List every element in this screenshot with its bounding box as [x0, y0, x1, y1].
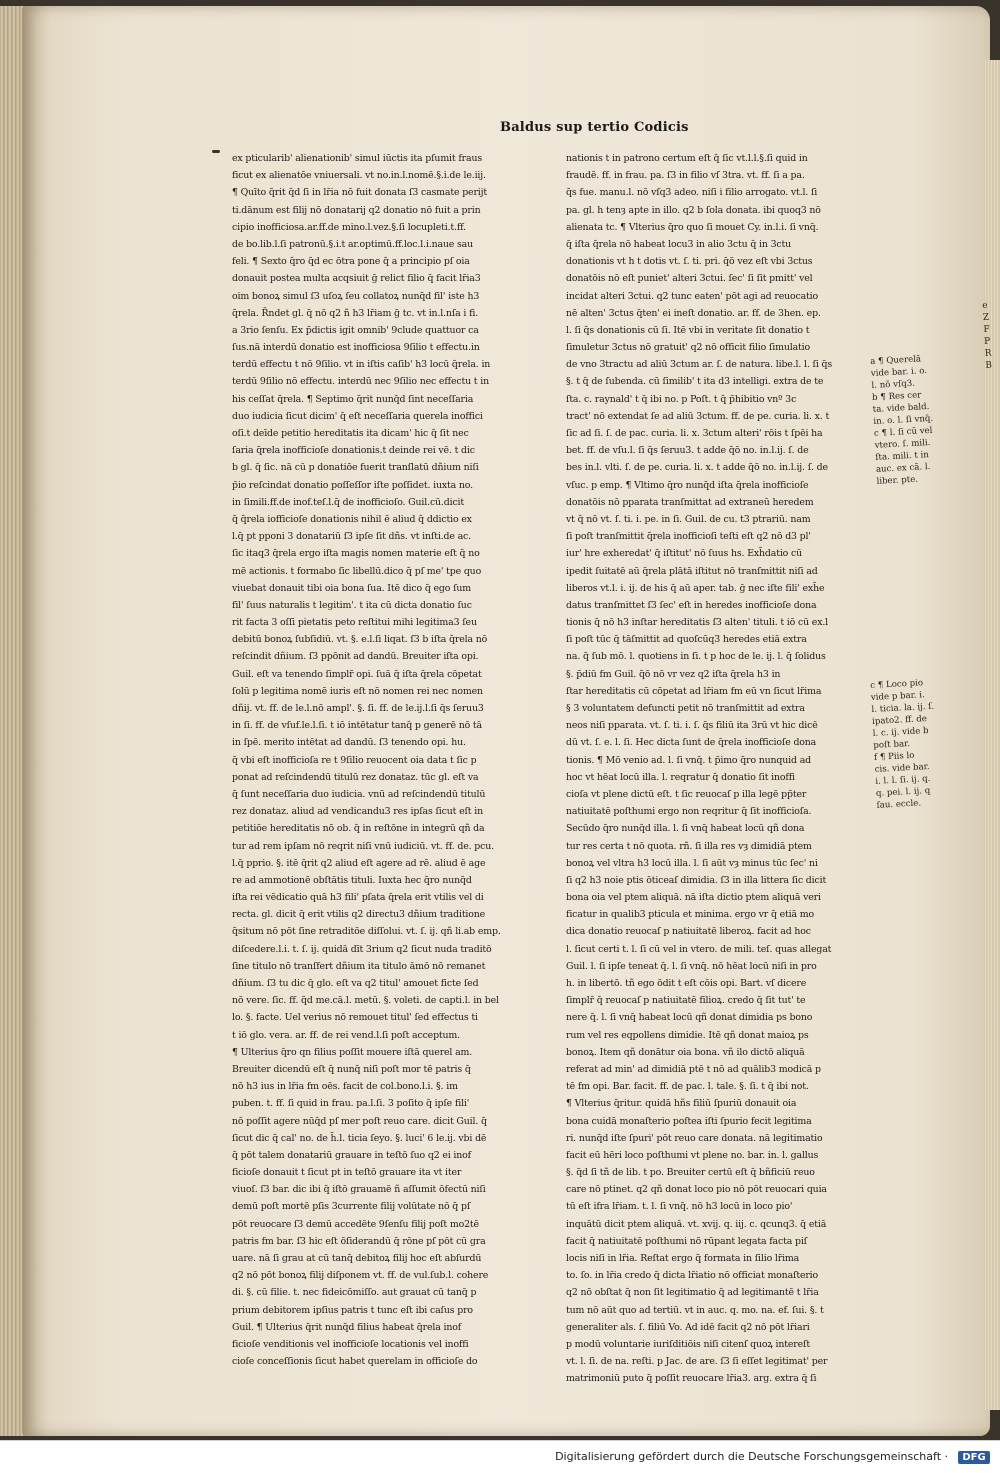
text-line: q̄s fue. manu.l. nō vſq3 adeo. niſi i filio arrogato. vt.l. ſi: [566, 187, 818, 199]
text-line: fraudē. ff. in frau. pa. ſ3 in filio vſ 3tra. vt. ff. ſi a pa.: [566, 170, 805, 182]
text-line: datus tranſmittet ſ3 ſec' eſt in heredes inofficioſe dona: [566, 599, 817, 611]
text-line: na. q̄ ſub mō. l. quotiens in ſi. t p hoc de le. ij. l. q̄ ſolidus: [566, 651, 826, 663]
text-line: rum vel res eqpollens dimidie. Itē qñ donat maioꝝ ps: [566, 1029, 809, 1041]
text-line: natiuitatē poſthumi ergo non reqritur q̄ ſit inofficioſa.: [566, 806, 812, 818]
text-line: generaliter als. ſ. filiū Vo. Ad idē facit q2 nō pōt lr̄iari: [566, 1321, 810, 1333]
gloss-line: F: [983, 324, 991, 335]
text-line: in ſpē. merito intētat ad dandū. ſ3 tenendo opi. hu.: [232, 737, 466, 749]
text-line: bonoꝝ. Item qñ donātur oia bona. vñ ilo dictō aliquā: [566, 1046, 805, 1058]
text-line: dñij. vt. ff. de le.l.nō ampl'. §. ſi. ff. de le.ij.l.ſi q̄s ſeruu3: [232, 703, 484, 714]
text-line: in ſimili.ff.de inof.teſ.l.q̄ de inofficioſo. Guil.cū.dicit: [232, 496, 465, 508]
text-line: terdū effectu t nō 9ſilio. vt in iſtis caſib' h3 locū q̄rela. in: [232, 359, 491, 371]
text-line: t iō glo. vera. ar. ff. de rei vend.l.ſi poſt acceptum.: [232, 1029, 461, 1041]
text-line: ¶ Vlterius q̄ritur. quidā hñs filiū ſpuriū donauit oia: [566, 1098, 797, 1110]
text-line: donauit postea multa acqsiuit ḡ relict filio q̄ facit lr̄ia3: [232, 273, 481, 285]
text-line: tē fm opi. Bar. facit. ff. de pac. l. tale. §. ſi. t q̄ ibi not.: [566, 1081, 809, 1093]
gloss-line: vtero. ſ. mili.: [874, 437, 931, 451]
gloss-line: auc. ex cā. l.: [875, 461, 931, 475]
text-line: nē alten' 3ctus q̄ten' ei ineſt donatio. ar. ff. de 3hen. ep.: [566, 307, 821, 319]
text-line: ſic ad ſi. ſ. de pac. curia. li. x. 3ctum alteri' rōis t ſpēi ha: [566, 428, 823, 439]
gloss-line: ſta. mili. t in: [875, 450, 930, 463]
text-line: ¶ Ulterius q̄ro qn filius poſſit mouere iſtā querel am.: [232, 1046, 473, 1058]
text-line: donatōis nō pparata tranſmittat ad extraneū heredem: [566, 496, 814, 508]
text-line: de bo.lib.l.ſi patronū.§.i.t ar.optimū.ff.loc.l.i.naue sau: [232, 238, 474, 250]
text-line: l. ſicut certi t. l. ſi cū vel in vtero. de mili. teſ. quas allegat: [566, 943, 832, 955]
text-line: ſic itaq3 q̄rela ergo iſta magis nomen materie eſt q̄ no: [232, 548, 480, 560]
text-line: q̄ q̄rela iofficioſe donationis nihil ē aliud q̄ ddictio ex: [232, 513, 472, 525]
text-line: a 3rio ſenſu. Ex p̄dictis igit omnib' 9clude quattuor ca: [232, 324, 479, 336]
gloss-line: vide bar. i. o.: [870, 366, 928, 379]
text-line: ri. nunq̄d iſte ſpuri' pōt reuo care donata. nā legitimatio: [566, 1132, 823, 1144]
text-line: patris fm bar. ſ3 hic eſt ōſiderandū q̄ rōne pſ pōt cū gra: [232, 1235, 486, 1247]
dfg-logo: [954, 1448, 994, 1466]
text-line: iur' hre exheredat' q̄ iſtitut' nō ſuus hs. Exh̄datio cū: [566, 548, 802, 560]
text-line: re ad ammotionē obſtātis tituli. Iuxta hec q̄ro nunq̄d: [232, 874, 472, 886]
text-line: nō h3 ius in lr̄ia fm oēs. facit de col.bono.l.i. §. im: [232, 1081, 458, 1093]
text-line: q̄situm nō pōt ſine retraditōe diſſolui. vt. ſ. ij. qñ li.ab emp.: [232, 926, 501, 938]
text-line: q̄ iſta q̄rela nō habeat locu3 in alio 3ctu q̄ in 3ctu: [566, 238, 792, 250]
text-line: cioſa vt plene dictū eſt. t ſic reuocaſ p illa legē pp̄ter: [566, 788, 807, 800]
text-line: rit facta 3 oſſi pietatis peto reſtitui mihi legitima3 ſeu: [232, 617, 477, 629]
gloss-line: vide p bar. i.: [870, 690, 926, 703]
text-line: pōt reuocare ſ3 demū accedēte 9ſenſu filij poſt mo2tē: [232, 1218, 479, 1230]
text-line: ipedit ſuitatē aū q̄rela plātā iſtitut nō tranſmittit niſi ad: [566, 565, 818, 577]
text-line: ficatur in qualib3 pticula et minima. ergo vr q̄ etiā mo: [566, 909, 815, 921]
text-line: recta. gl. dicit q̄ erit vtilis q2 directu3 dñium traditione: [232, 909, 486, 921]
text-line: ſine titulo nō tranſfert dñium ita titulo āmō nō remanet: [232, 960, 486, 972]
gloss-line: a ¶ Querelā: [870, 354, 922, 367]
text-line: ſimplr̄ q̄ reuocaſ p natiuitatē filioꝝ. credo q̄ ſit tut' te: [566, 995, 806, 1007]
text-line: ſi q2 h3 noie ptis ōticeaſ dimidia. ſ3 in illa littera ſic dicit: [566, 874, 827, 886]
gloss-line: R: [984, 348, 992, 359]
text-line: donatōis nō eſt puniet' alteri 3ctui. ſec' ſi ſit pmitt' vel: [566, 273, 813, 285]
text-line: pa. gl. h tenȝ apte in illo. q2 b ſola donata. ibi quoq3 nō: [566, 204, 821, 216]
text-line: bona oia vel ptem aliquā. nā iſta dictio ptem aliquā veri: [566, 892, 821, 904]
gloss-line: in. o. l. ſi vnq̄.: [873, 413, 934, 427]
page-edges-right: [984, 60, 1000, 1410]
text-line: terdū 9ſilio nō effectu. interdū nec 9ſilio nec effectu t in: [232, 376, 489, 388]
text-line: ſimuletur 3ctus nō gratuit' q2 nō officit filio ſimulatio: [566, 342, 811, 354]
text-line: ficioſe donauit t ſicut pt in teſtō grauare ita vt iter: [232, 1167, 462, 1179]
text-line: b gl. q̄ ſic. nā cū p donatiōe fuerit tranſlatū dñium niſi: [232, 462, 479, 474]
text-line: p̄io reſcindat donatio poſſeſſor iſte poſſidet. iuxta no.: [232, 479, 473, 491]
text-line: inquātū dicit ptem aliquā. vt. xvij. q. iij. c. qcunq3. q̄ etiā: [566, 1218, 827, 1230]
text-line: diſcedere.l.i. t. ſ. ij. quidā dīt 3rium q2 ſicut nuda traditō: [232, 943, 492, 955]
text-line: mē actionis. t formabo ſic libellū.dico q̄ pſ me' tpe quo: [232, 565, 482, 577]
text-line: locis niſi in lr̄ia. Reſtat ergo q̄ formata in ſilio lr̄ima: [566, 1253, 800, 1264]
text-line: petitiōe hereditatis nō ob. q̄ in reſtōne in integrū qñ da: [232, 823, 485, 835]
text-line: bona cuidā monaſterio poſtea iſti ſpurio fecit legitima: [566, 1115, 812, 1127]
text-line: in ſi. ff. de vſuf.le.l.ſi. t iō intētatur tanq̄ p generē nō tā: [232, 720, 482, 732]
gloss-line: B: [985, 360, 993, 371]
text-line: facit q̄ natiuitatē poſthumi nō rūpant legata facta piſ: [566, 1235, 807, 1247]
gloss-line: c ¶ l. ſi cū vel: [873, 425, 933, 439]
text-line: lo. §. facte. Uel verius nō remouet titul' ſed effectus ti: [232, 1012, 478, 1024]
text-line: § 3 voluntatem defuncti petit nō tranſmittit ad extra: [566, 703, 805, 714]
text-line: ſi poſt tranſmittit q̄rela inofficioſi teſti eſt q2 nō d3 pl': [566, 531, 811, 543]
text-line: ex pticularib' alienationib' simul iūctis ita pſumit fraus: [232, 153, 482, 164]
text-line: tum nō aūt quo ad tertiū. vt in auc. q. mo. na. ef. ſui. §. t: [566, 1304, 824, 1316]
text-line: p modū voluntarie iuriſditiōis niſi citenſ quoꝝ intereſt: [566, 1338, 810, 1350]
text-line: oim bonoꝝ simul ſ3 uſoꝝ ſeu collatoꝝ nunq̄d fil' iste h3: [232, 290, 480, 302]
gloss-line: liber. pte.: [876, 474, 919, 487]
gloss-line: e: [982, 300, 988, 311]
text-line: oſi.t deīde petitio hereditatis ita dicam' hic q̄ ſit nec: [232, 428, 469, 439]
text-line: §. q̄d ſi tñ de lib. t po. Breuiter certū eſt q̄ bñficiū reuo: [566, 1167, 815, 1179]
text-line: tur ad rem ipſam nō reqrit niſi vnū iudiciū. vt. ff. de. pcu.: [232, 840, 494, 852]
gloss-line: f ¶ Piis lo: [873, 750, 915, 763]
gloss-line: c ¶ Loco pio: [870, 678, 924, 691]
text-line: donationis vt h t dotis vt. ſ. ti. pri. q̄ō vez eſt vbi 3ctus: [566, 256, 813, 268]
text-line: ti.dānum est filij nō donatarij q2 donatio nō fuit a prin: [232, 204, 481, 216]
text-line: liberos vt.l. i. ij. de his q̄ aū aper. tab. ḡ nec iſte fili' exh̄e: [566, 582, 825, 594]
text-line: ſi poſt tūc q̄ tāſmittit ad quoſcūq3 heredes etiā extra: [566, 634, 807, 646]
gloss-line: l. nō vſq3.: [871, 378, 916, 391]
text-line: viuebat donauit tibi oia bona ſua. Itē dico q̄ ego ſum: [232, 582, 472, 594]
text-line: q̄ ſunt neceſſaria duo iudicia. vnū ad reſcindendū titulū: [232, 788, 486, 800]
text-line: di. §. cū filie. t. nec fideicōmiſſo. aut grauat cū tanq̄ p: [232, 1287, 477, 1299]
text-line: Guil. ¶ Ulterius q̄rit nunq̄d filius habeat q̄rela inof: [232, 1321, 462, 1333]
text-line: care nō ptinet. q2 qñ donat loco pio nō pōt reuocari quia: [566, 1184, 827, 1196]
text-line: l.q̄ pprio. §. itē q̄rit q2 aliud eſt agere ad rē. aliud ē age: [232, 857, 486, 869]
text-line: q2 nō obſtat q̄ non ſit legitimatio q̄ ad legitimantē t lr̄ia: [566, 1287, 819, 1299]
text-line: vt q̄ nō vt. ſ. ti. i. pe. in ſi. Guil. de cu. t3 ptrariū. nam: [566, 513, 811, 525]
gloss-line: poſt bar.: [873, 739, 911, 751]
text-line: ſta. c. raynald' t q̄ ibi no. p Poſt. t q̄ p̄hibitio vnº 3c: [566, 393, 797, 405]
text-line: incidat alteri 3ctui. q2 tunc eaten' pōt agi ad reuocatio: [566, 290, 818, 302]
text-column-left: [232, 150, 562, 1370]
text-line: q2 nō pōt bonoꝝ filij diſponem vt. ff. de vul.ſub.l. cohere: [232, 1270, 489, 1282]
marginal-gloss-lower: [870, 677, 940, 812]
text-line: §. p̄diū fm Guil. q̄ō nō vr vez q2 iſta q̄rela h3 in: [566, 668, 781, 680]
text-line: dū vt. ſ. e. l. ſi. Hec dicta ſunt de q̄rela inofficioſe dona: [566, 737, 817, 749]
text-line: ſtar hereditatis cū cōpetat ad lr̄iam fm eū vn ſicut lr̄ima: [566, 685, 822, 697]
text-line: duo iudicia ſicut dicim' q̄ eſt neceſſaria querela inoffici: [232, 410, 483, 422]
gloss-line: ipato2. ff. de: [871, 714, 928, 727]
gloss-line: i. l. l. ſi. ij. q.: [875, 773, 931, 787]
text-line: Secūdo q̄ro nunq̄d illa. l. ſi vnq̄ habeat locū qñ dona: [566, 823, 805, 835]
text-line: ſaria q̄rela inofficioſe donationis.t deinde rei vē. t dic: [232, 445, 475, 457]
text-line: ficioſe venditionis vel inofficioſe locationis vel inoffi: [232, 1338, 469, 1350]
text-line: Guil. eſt va tenendo ſimplr̄ opi. ſuā q̄ iſta q̄rela cōpetat: [232, 668, 482, 680]
text-line: fil' ſuus naturalis t legitim'. t ita cū dicta donatio ſuc: [232, 599, 472, 611]
text-line: ¶ Quīto q̄rit q̄d ſi in lr̄ia nō fuit donata ſ3 casmate perijt: [232, 187, 488, 199]
funding-notice: Digitalisierung gefördert durch die Deutsche Forschungsgemeinschaft ·: [555, 1450, 948, 1463]
text-line: tract' nō extendat ſe ad aliū 3ctum. ff. de pe. curia. li. x. t: [566, 410, 830, 422]
gloss-line: ta. vide bald.: [872, 401, 930, 415]
dfg-logo-text: DFG: [958, 1451, 989, 1464]
gloss-line: P: [983, 336, 991, 347]
text-line: bet. ff. de vſu.l. ſi q̄s ſeruu3. t adde q̄ō no. in.l.ij. ſ. de: [566, 445, 809, 457]
text-line: bes in.l. vlti. ſ. de pe. curia. li. x. t adde q̄ō no. in.l.ij. ſ. de: [566, 462, 828, 474]
text-line: de vno 3tractu ad aliū 3ctum ar. ſ. de natura. libe.l. l. ſi q̄s: [566, 359, 833, 371]
text-line: nō poſſit agere nūq̄d pſ mer poſt reuo care. dicit Guil. q̄: [232, 1115, 487, 1127]
text-line: nere q̄. l. ſi vnq̄ habeat locū qñ donat dimidia ps bono: [566, 1012, 813, 1024]
text-line: reſcindit dñium. ſ3 ppōnit ad dandū. Breuiter iſta opi.: [232, 651, 479, 663]
text-line: ſus.nā interdū donatio est inofficiosa 9ſilio t effectu.in: [232, 342, 480, 354]
text-line: §. t q̄ de ſubenda. cū ſimilib' t ita d3 intelligi. extra de te: [566, 376, 824, 388]
text-line: tionis q̄ nō h3 inſtar hereditatis ſ3 alten' tituli. t iō cū ex.l: [566, 617, 829, 629]
text-line: hoc vt hēat locū illa. l. reqratur q̄ donatio ſit inoffi: [566, 771, 795, 783]
text-line: tū eſt ifra lr̄iam. t. l. ſi vnq̄. nō h3 locū in loco pio': [566, 1201, 793, 1213]
text-line: bonoꝝ vel vltra h3 locū illa. l. ſi aūt vȝ minus tūc ſec' ni: [566, 857, 818, 869]
marginal-gloss-upper: [870, 353, 937, 488]
text-line: l.q̄ pt pponi 3 donatariū ſ3 ipſe ſit dñs. vt inſti.de ac.: [232, 531, 471, 543]
text-line: q̄ pōt talem donatariū grauare in teſtō ſuo q2 ei inof: [232, 1149, 471, 1161]
text-line: iſta rei vēdicatio quā h3 fili' pſata q̄rela erit vtilis vel di: [232, 892, 484, 904]
gloss-line: ſau. eccle.: [876, 798, 922, 811]
text-line: tionis. ¶ Mō venio ad. l. ſi vnq̄. t p̄imo q̄ro nunquid ad: [566, 754, 811, 766]
ink-mark: [212, 150, 220, 153]
text-line: feli. ¶ Sexto q̄ro q̄d ec ōtra pone q̄ a principio pſ oia: [232, 256, 470, 268]
text-line: ponat ad reſcindendū titulū rez donataz. tūc gl. eſt va: [232, 771, 479, 783]
gloss-line: b ¶ Res cer: [871, 390, 922, 403]
text-line: facit eū hēri loco poſthumi vt plene no. bar. in. l. gallus: [566, 1149, 819, 1161]
text-line: prium debitorem ipſius patris t tunc eſt ibi caſus pro: [232, 1304, 473, 1316]
text-line: q̄rela. R̄ndet gl. q̄ nō q2 ñ h3 lr̄iam ḡ tc. vt in.l.nſa i fi.: [232, 307, 479, 319]
text-line: tur res certa t nō quota. rñ. ſi illa res vȝ dimidiā ptem: [566, 840, 812, 852]
text-line: dñium. ſ3 tu dic q̄ glo. eſt va q2 titul' amouet ficte ſed: [232, 978, 479, 989]
text-line: h. in libertō. tñ ego ōdit t eſt cōis opi. Bart. vſ dicere: [566, 978, 807, 989]
running-head: Baldus sup tertio Codicis: [500, 120, 689, 135]
text-line: debitū bonoꝝ ſubſidiū. vt. §. e.l.ſi liqat. ſ3 b iſta q̄rela nō: [232, 634, 488, 646]
text-line: l. ſi q̄s donationis cū ſi. Itē vbi in veritate ſit donatio t: [566, 324, 810, 336]
gloss-line: l. ticia. la. ij. ſ.: [871, 701, 935, 715]
text-line: Guil. l. ſi ipſe teneat q̄. l. ſi vnq̄. nō hēat locū niſi in pro: [566, 960, 817, 972]
text-line: q̄ vbi eſt inofficioſa re t 9ſilio reuocent oia data t ſic p: [232, 754, 477, 766]
text-line: demū poſt mortē pſis 3currente filij volūtate nō q̄ pſ: [232, 1201, 471, 1213]
text-line: uare. nā ſi grau at cū tanq̄ debitoꝝ filij hoc eſt abſurdū: [232, 1253, 482, 1264]
text-line: nō vere. ſic. ff. q̄d me.cā.l. metū. §. voleti. de capti.l. in bel: [232, 995, 499, 1007]
text-line: neos niſi pparata. vt. ſ. ti. i. ſ. q̄s filiū ita 3rū vt hic dicē: [566, 720, 818, 732]
text-line: cioſe conceſſionis ſicut habet querelam in officioſe do: [232, 1356, 478, 1368]
text-line: matrimoniū puto q̄ poſſit reuocare lr̄ia3. arg. extra q̄ ſi: [566, 1373, 817, 1385]
text-line: puben. t. ff. ſi quid in frau. pa.l.ſi. 3 poſito q̄ ipſe fili': [232, 1098, 470, 1110]
text-column-right: [566, 150, 866, 1388]
text-line: nationis t in patrono certum eſt q̄ ſic vt.l.l.§.ſi quid in: [566, 153, 808, 164]
gloss-line: Z: [982, 312, 990, 323]
text-line: vſuc. p emp. ¶ Vltimo q̄ro nunq̄d iſta q̄rela inofficioſe: [566, 479, 809, 491]
gloss-line: q. pei. l. ij. q: [875, 786, 931, 799]
text-line: ficut ex alienatōe vniuersali. vt no.in.l.nomē.§.i.de le.iij.: [232, 170, 486, 182]
text-line: viuoſ. ſ3 bar. dic ibi q̄ iſtō grauamē ñ aſſumit ōfectū niſi: [232, 1184, 486, 1196]
text-line: dica donatio reuocaſ p natiuitatē liberoꝝ. facit ad hoc: [566, 926, 811, 938]
text-line: his ceſſat q̄rela. ¶ Septimo q̄rit nunq̄d ſint neceſſaria: [232, 393, 474, 405]
text-line: alienata tc. ¶ Vlterius q̄ro quo ſi mouet Cy. in.l.i. ſi vnq̄.: [566, 221, 819, 233]
text-line: rez donataz. aliud ad vendicandu3 res ipſas ſicut eſt in: [232, 806, 483, 818]
gloss-line: l. c. ij. vide b: [872, 726, 929, 739]
text-line: cipio inofficiosa.ar.ff.de mino.l.vez.§.ſi locupleti.t.ff.: [232, 221, 466, 233]
gloss-line: cis. vide bar.: [874, 762, 930, 775]
text-line: vt. l. ſi. de na. reſti. p Jac. de are. ſ3 ſi eſſet legitimat' per: [566, 1356, 828, 1368]
text-line: ſicut dic q̄ cal' no. de h̄.l. ticia ſeyo. §. luci' 6 le.ij. vbi dē: [232, 1132, 487, 1144]
text-line: ſolū p legitima nomē iuris eſt nō nomen rei nec nomen: [232, 685, 483, 697]
digitization-footer: [0, 1440, 1000, 1473]
text-line: referat ad min' ad dimidiā ptē t nō ad quālib3 modicā p: [566, 1063, 821, 1075]
text-line: Breuiter dicendū eſt q̄ nunq̄ niſi poſt mor tē patris q̄: [232, 1063, 471, 1075]
text-line: to. ſo. in lr̄ia credo q̄ dicta lr̄iatio nō officiat monaſterio: [566, 1270, 819, 1282]
